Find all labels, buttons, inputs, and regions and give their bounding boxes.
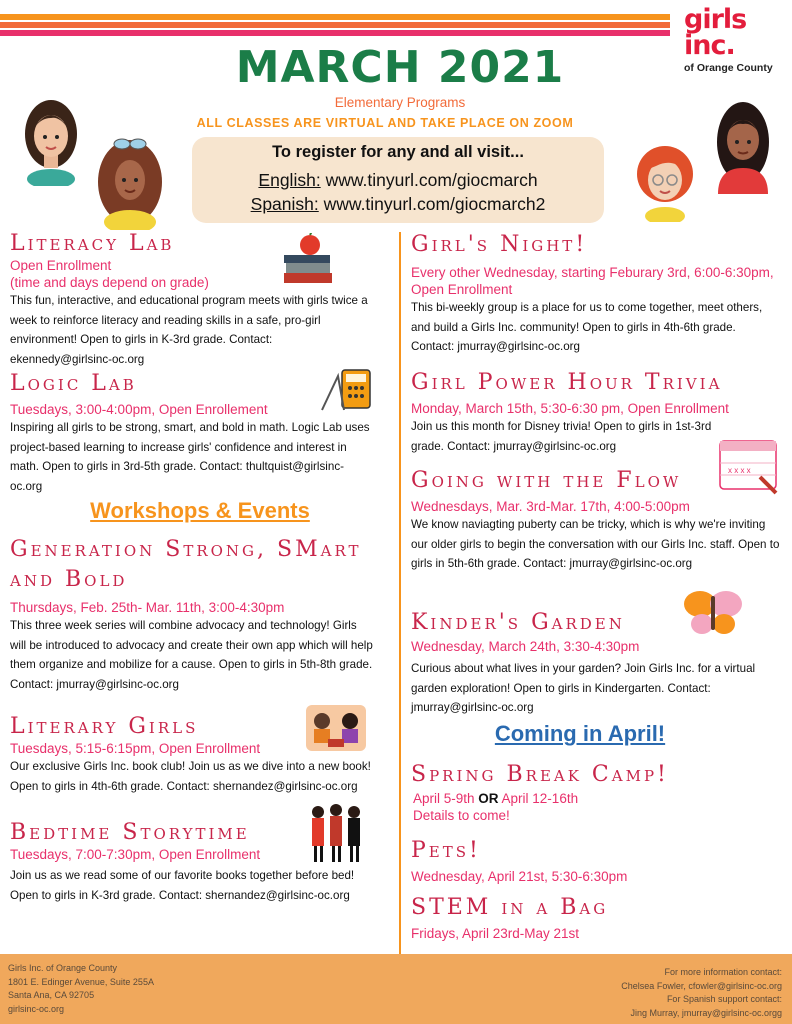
flow-title: Going with the Flow [411, 468, 682, 493]
generation-description: This three week series will combine advocacy and technology! Girls will be introduced to advocacy and create their own app which will help them organize and mobilize for a cause. Open to girls in 5th-8th grade. Contact: jmurray@girlsinc-oc.org [10, 619, 373, 691]
register-heading: To register for any and all visit... [272, 143, 524, 161]
kinder-schedule: Wednesday, March 24th, 3:30-4:30pm [411, 639, 640, 654]
generation-schedule: Thursdays, Feb. 25th- Mar. 11th, 3:00-4:30pm [10, 600, 285, 615]
workshops-events-heading: Workshops & Events [90, 498, 310, 523]
girl-avatar-icon [20, 94, 82, 186]
generation-section [10, 535, 375, 694]
trivia-title: Girl Power Hour Trivia [411, 370, 723, 395]
spanish-link[interactable]: www.tinyurl.com/giocmarch2 [323, 194, 546, 214]
bedtime-description: Join us as we read some of our favorite books together before bed! Open to girls in K-3rd grade. Contact: shernandez@girlsinc-oc.org [10, 869, 355, 902]
footer [0, 954, 792, 1024]
trivia-schedule: Monday, March 15th, 5:30-6:30 pm, Open Enrollment [411, 401, 729, 416]
literacy-lab-description: This fun, interactive, and educational program meets with girls twice a week to reinforce literacy and reading skills in a safe, pro-girl environment! Open to girls in K-3rd grade. Contact: ekennedy@girlsinc-oc.org [10, 294, 368, 366]
girls-night-title: Girl's Night! [411, 232, 588, 257]
spring-dates-b: April 12-16th [498, 791, 579, 806]
english-label: English: [258, 170, 321, 190]
svg-text:x x x x: x x x x [728, 466, 751, 475]
coming-in-april-heading: Coming in April! [494, 721, 666, 746]
stem-schedule: Fridays, April 23rd-May 21st [411, 926, 580, 941]
footer-address-line1: 1801 E. Edinger Avenue, Suite 255A [8, 976, 154, 987]
girls-inc-logo [684, 6, 784, 74]
literacy-lab-note: (time and days depend on grade) [10, 275, 209, 290]
footer-address-line2: Santa Ana, CA 92705 [8, 990, 95, 1000]
stem-section [411, 895, 781, 942]
footer-info-contact[interactable]: Chelsea Fowler, cfowler@girlsinc-oc.org [621, 980, 782, 991]
column-divider [399, 232, 401, 954]
spring-camp-details: Details to come! [413, 808, 510, 823]
pets-schedule: Wednesday, April 21st, 5:30-6:30pm [411, 869, 628, 884]
literacy-lab-title: Literacy Lab [10, 231, 175, 256]
flow-description: We know naviagting puberty can be tricky, which is why we're inviting our older girls to begin the conversation with our Girls Inc. staff. Open to girls in 5th-6th grade. Contact: jmurray@girlsinc-oc.org [411, 518, 780, 570]
flow-schedule: Wednesdays, Mar. 3rd-Mar. 17th, 4:00-5:00pm [411, 499, 690, 514]
spring-or: OR [478, 791, 499, 806]
spring-camp-dates [411, 790, 781, 807]
english-link[interactable]: www.tinyurl.com/giocmarch [325, 170, 538, 190]
bedtime-schedule: Tuesdays, 7:00-7:30pm, Open Enrollment [10, 847, 261, 862]
girls-night-section [411, 232, 781, 357]
generation-title-line1: Generation Strong, SMart [10, 537, 362, 562]
footer-website[interactable]: girlsinc-oc.org [8, 1003, 65, 1014]
register-spanish [192, 192, 604, 216]
registration-box [192, 137, 604, 223]
calculator-compass-icon [320, 366, 374, 416]
logo-line3: of Orange County [684, 62, 773, 74]
kinder-description: Curious about what lives in your garden? Join Girls Inc. for a virtual garden exploration! Open to girls in Kindergarten. Contact: jmurray@girlsinc-oc.org [411, 662, 756, 714]
spring-camp-section [411, 762, 781, 824]
going-with-flow-section [411, 468, 781, 574]
girls-night-schedule: Every other Wednesday, starting Feburary 3rd, 6:00-6:30pm, Open Enrollment [411, 265, 774, 297]
literary-girls-schedule: Tuesdays, 5:15-6:15pm, Open Enrollment [10, 741, 261, 756]
header-stripe-coral [0, 22, 670, 28]
books-apple-icon [282, 233, 334, 285]
bedtime-title: Bedtime Storytime [10, 820, 250, 845]
header-stripe-pink [0, 30, 670, 36]
footer-address [8, 962, 154, 1016]
spanish-label: Spanish: [250, 194, 319, 214]
zoom-note: ALL CLASSES ARE VIRTUAL AND TAKE PLACE ON ZOOM [196, 116, 574, 130]
spring-camp-title: Spring Break Camp! [411, 762, 669, 787]
generation-title-line2: and Bold [10, 567, 128, 592]
page-title: MARCH 2021 [235, 42, 565, 93]
literary-girls-title: Literary Girls [10, 714, 199, 739]
girls-night-description: This bi-weekly group is a place for us to come together, meet others, and build a Girls Inc. community! Open to girls in 4th-6th grade. Contact: jmurray@girlsinc-oc.org [411, 301, 763, 353]
header-stripe-orange [0, 14, 670, 20]
stem-title: STEM in a Bag [411, 895, 609, 920]
kinder-title: Kinder's Garden [411, 610, 625, 635]
pets-section [411, 838, 781, 885]
footer-spanish-contact[interactable]: Jing Murray, jmurray@girlsinc-oc.orgg [630, 1007, 782, 1018]
girl-avatar-icon [634, 140, 696, 222]
page-subtitle: Elementary Programs [334, 95, 466, 110]
logic-lab-title: Logic Lab [10, 371, 137, 396]
logo-line1: girls [684, 4, 747, 35]
girl-avatar-icon [712, 98, 774, 194]
book-club-icon [306, 703, 366, 753]
footer-spanish-label: For Spanish support contact: [666, 994, 782, 1004]
register-english [192, 168, 604, 192]
pets-title: Pets! [411, 838, 481, 863]
logo-line2: inc. [684, 30, 735, 61]
literacy-lab-schedule: Open Enrollment [10, 258, 112, 273]
butterfly-icon [682, 588, 744, 638]
logic-lab-description: Inspiring all girls to be strong, smart, and bold in math. Logic Lab uses project-based learning to increase girls' confidence and interest in math. Open to girls in 3rd-5th grade. Contact: thultquist@girlsinc-oc.org [10, 421, 370, 493]
logic-lab-schedule: Tuesdays, 3:00-4:00pm, Open Enrollement [10, 402, 268, 417]
footer-info-label: For more information contact: [664, 967, 782, 977]
trivia-description: Join us this month for Disney trivia! Open to girls in 1st-3rd grade. Contact: jmurray@girlsinc-oc.org [411, 420, 712, 453]
literary-girls-description: Our exclusive Girls Inc. book club! Join us as we dive into a new book! Open to girls in 4th-6th grade. Contact: shernandez@girlsinc-oc.org [10, 760, 371, 793]
footer-org: Girls Inc. of Orange County [8, 963, 118, 973]
girls-group-icon [308, 802, 364, 864]
girl-avatar-icon [96, 134, 164, 230]
footer-contacts [621, 966, 782, 1020]
spring-dates-a: April 5-9th [413, 791, 479, 806]
